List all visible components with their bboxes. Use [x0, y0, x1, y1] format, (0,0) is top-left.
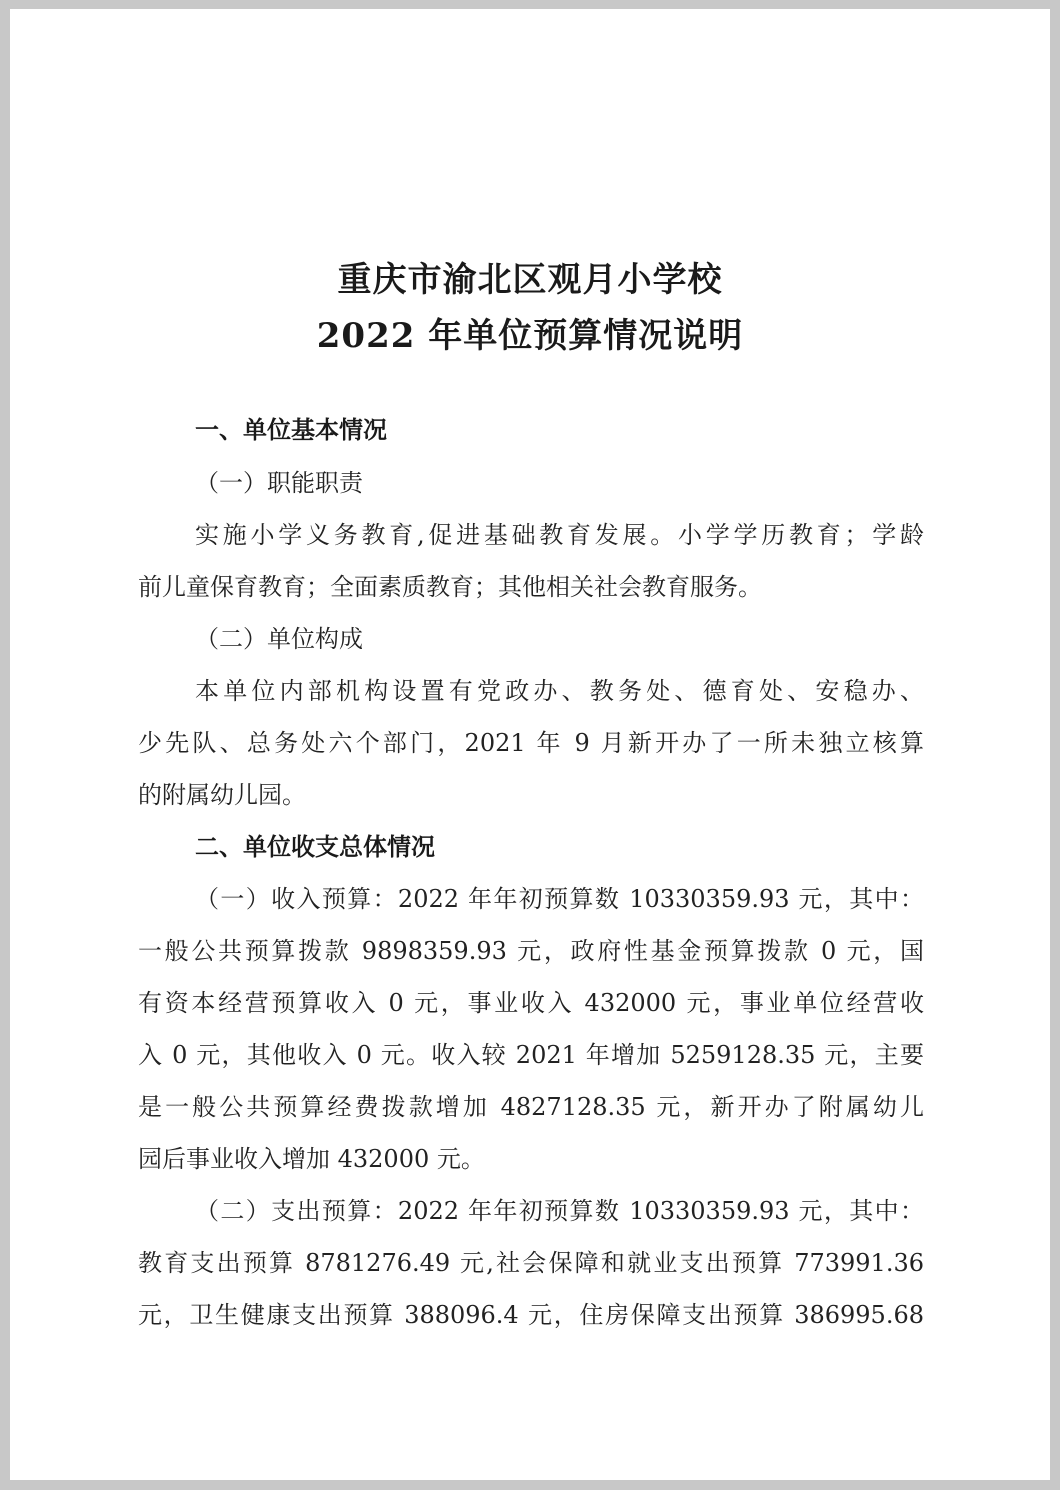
paragraph-line: 元，卫生健康支出预算 388096.4 元，住房保障支出预算 386995.68	[138, 1301, 924, 1329]
document-title-line-1: 重庆市渝北区观月小学校	[337, 260, 723, 300]
paragraph-line: 园后事业收入增加 432000 元。	[138, 1145, 485, 1173]
paragraph-line: 的附属幼儿园。	[138, 781, 306, 809]
subsection-heading-composition: （二）单位构成	[195, 625, 363, 653]
paragraph-line: 本单位内部机构设置有党政办、教务处、德育处、安稳办、	[195, 677, 924, 705]
paragraph-line: 有资本经营预算收入 0 元，事业收入 432000 元，事业单位经营收	[138, 989, 924, 1017]
paragraph-line: 少先队、总务处六个部门，2021 年 9 月新开办了一所未独立核算	[138, 729, 924, 757]
paragraph-line: 教育支出预算 8781276.49 元,社会保障和就业支出预算 773991.36	[138, 1249, 924, 1277]
document-page	[10, 9, 1050, 1480]
paragraph-line: 是一般公共预算经费拨款增加 4827128.35 元，新开办了附属幼儿	[138, 1093, 924, 1121]
paragraph-line: （一）收入预算：2022 年年初预算数 10330359.93 元，其中：	[195, 885, 924, 913]
document-title-line-2: 2022 年单位预算情况说明	[316, 316, 744, 356]
paragraph-line: 实施小学义务教育,促进基础教育发展。小学学历教育；学龄	[195, 521, 924, 549]
section-heading-budget-overview: 二、单位收支总体情况	[195, 833, 435, 861]
paragraph-line: （二）支出预算：2022 年年初预算数 10330359.93 元，其中：	[195, 1197, 924, 1225]
paragraph-line: 一般公共预算拨款 9898359.93 元，政府性基金预算拨款 0 元，国	[138, 937, 924, 965]
paragraph-line: 前儿童保育教育；全面素质教育；其他相关社会教育服务。	[138, 573, 762, 601]
section-heading-basic-info: 一、单位基本情况	[195, 416, 387, 444]
paragraph-line: 入 0 元，其他收入 0 元。收入较 2021 年增加 5259128.35 元，主要	[138, 1041, 924, 1069]
subsection-heading-functions: （一）职能职责	[195, 469, 363, 497]
